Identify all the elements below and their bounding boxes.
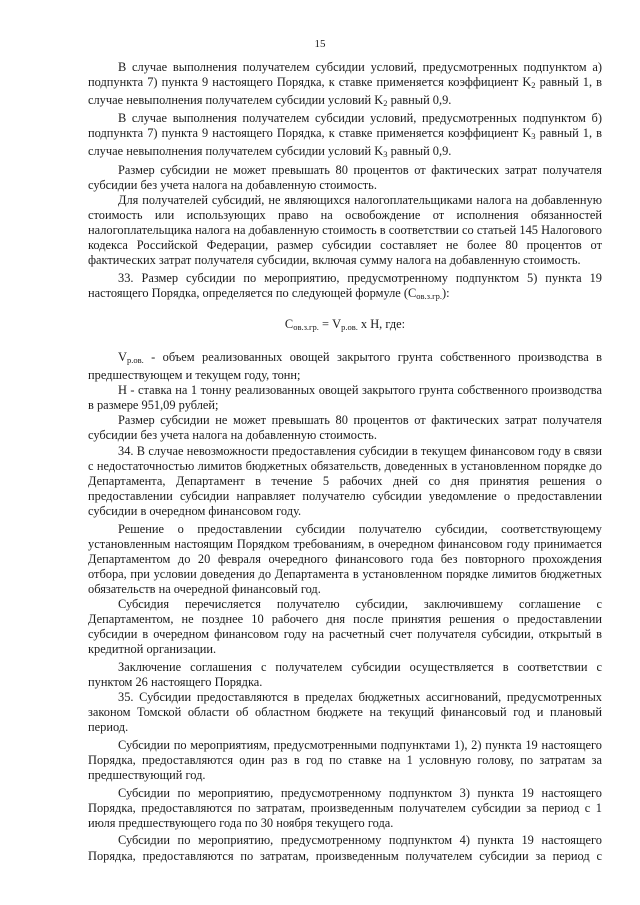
paragraph-agreement: Заключение соглашения с получателем субсидии осуществляется в соответствии с пунктом 26 настоящего Порядка. — [88, 659, 602, 689]
paragraph-measure-3: Субсидии по мероприятию, предусмотренному подпунктом 3) пункта 19 настоящего Порядка, предоставляются по затратам, произведенным получателем субсидии за период с 1 июля предшествующего года по 30 ноября текущего года. — [88, 785, 602, 830]
paragraph-definition-h: H - ставка на 1 тонну реализованных овощей закрытого грунта собственного производства в размере 951,09 рублей; — [88, 383, 602, 413]
paragraph-subsidy-limit-1: Размер субсидии не может превышать 80 процентов от фактических затрат получателя субсидии без учета налога на добавленную стоимость. — [88, 162, 602, 192]
paragraph-definition-v: $V_{р.ов.}$ - объем реализованных овощей закрытого грунта собственного производства в предшествующем и текущем году, тонн; — [88, 350, 602, 383]
formula: $C_{ов.з.гр.} = V_{р.ов.}$ x H, где: — [284, 316, 406, 332]
paragraph-subsidy-limit-2: Размер субсидии не может превышать 80 процентов от фактических затрат получателя субсидии без учета налога на добавленную стоимость. — [88, 413, 602, 443]
document-body — [88, 60, 602, 864]
paragraph-coefficient-k3: В случае выполнения получателем субсидии условий, предусмотренных подпунктом б) подпункта 7) пункта 9 настоящего Порядка, к ставке применяется коэффициент $K_3$ равный 1, в случае невыполнения получателем субсидии условий $K_3$ равный 0,9. — [88, 111, 602, 160]
paragraph-item-35: 35. Субсидии предоставляются в пределах бюджетных ассигнований, предусмотренных законом Томской области об областном бюджете на текущий финансовый год и плановый период. — [88, 690, 602, 735]
paragraph-measures-1-2: Субсидии по мероприятиям, предусмотренными подпунктами 1), 2) пункта 19 настоящего Порядка, предоставляются один раз в год по ставке на 1 условную голову, по затратам за предшествующий год. — [88, 737, 602, 783]
paragraph-measure-4: Субсидии по мероприятию, предусмотренному подпунктом 4) пункта 19 настоящего Порядка, предоставляются по затратам, произведенным получателем субсидии за период с — [88, 833, 602, 863]
paragraph-item-34: 34. В случае невозможности предоставления субсидии в текущем финансовом году в связи с недостаточностью лимитов бюджетных обязательств, доведенных в установленном порядке до Департамента, Департамент в течение 5 рабочих дней со дня принятия решения о предоставлении субсидии направляет получателю субсидии уведомление о предоставлении субсидии в очередном финансовом году. — [88, 443, 602, 518]
paragraph-vat-exempt: Для получателей субсидий, не являющихся налогоплательщиками налога на добавленную стоимость или использующих право на освобождение от исполнения обязанностей налогоплательщика налога на добавленную стоимость в соответствии со статьей 145 Налогового кодекса Российской Федерации, размер субсидии составляет не более 80 процентов от фактических затрат получателя субсидии, включая сумму налога на добавленную стоимость. — [88, 192, 602, 268]
paragraph-transfer: Субсидия перечисляется получателю субсидии, заключившему соглашение с Департаментом, не позднее 10 рабочего дня после принятия решения о предоставлении субсидии в очередном финансовом году на расчетный счет получателя субсидии, открытый в кредитной организации. — [88, 597, 602, 657]
paragraph-item-33: 33. Размер субсидии по мероприятию, предусмотренному подпунктом 5) пункта 19 настоящего Порядка, определяется по следующей формуле $(C_{ов.з.гр.})$: — [88, 270, 602, 301]
paragraph-coefficient-k2: В случае выполнения получателем субсидии условий, предусмотренных подпунктом а) подпункта 7) пункта 9 настоящего Порядка, к ставке применяется коэффициент $K_2$ равный 1, в случае невыполнения получателем субсидии условий $K_2$ равный 0,9. — [88, 60, 602, 109]
paragraph-decision: Решение о предоставлении субсидии получателю субсидии, соответствующему установленным настоящим Порядком требованиям, в очередном финансовом году принимается Департаментом до 20 февраля очередного финансового года без повторного прохождения отбора, при условии доведения до Департамента в установленном порядке лимитов бюджетных обязательств на очередной финансовый год. — [88, 521, 602, 596]
page-number: 15 — [314, 38, 326, 50]
